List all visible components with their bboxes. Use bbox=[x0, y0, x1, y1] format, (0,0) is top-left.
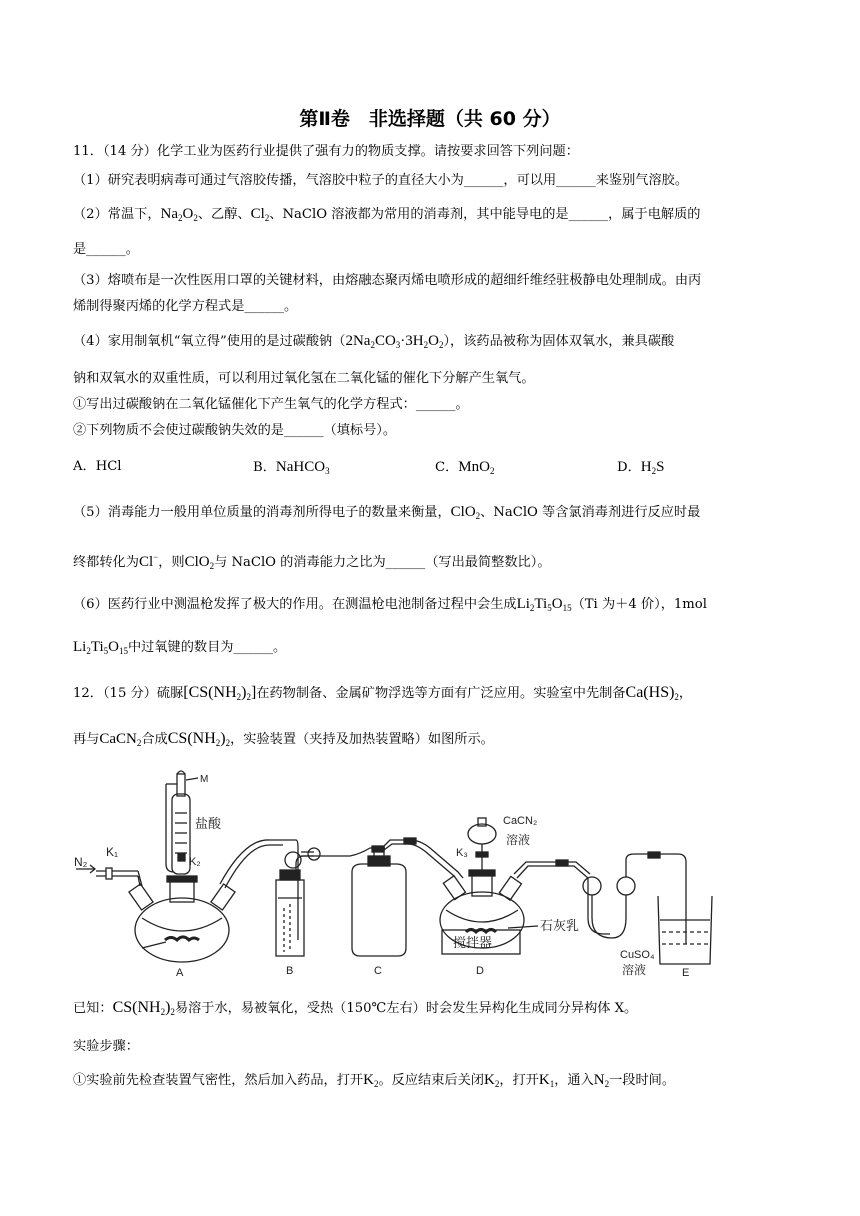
q11-part2-line1 bbox=[73, 204, 700, 228]
q11-p2-text-a: （2）常温下， bbox=[73, 207, 161, 222]
q11-part6-line2 bbox=[73, 637, 286, 661]
q11-part4-sub2: ②下列物质不会使过碳酸钠失效的是______（填标号）。 bbox=[73, 423, 397, 438]
bottle-b-stopper bbox=[280, 870, 300, 880]
q12-step1 bbox=[73, 1070, 675, 1094]
q11-part5-line1 bbox=[73, 502, 700, 526]
formula-cacn2: CaCN$_2$ bbox=[99, 731, 142, 748]
safety-bulb-right bbox=[617, 877, 635, 895]
tube-clamp-icon bbox=[648, 852, 660, 858]
q11-p2-text-b: 、乙醇、 bbox=[197, 207, 251, 222]
safety-bulb-left bbox=[583, 877, 601, 895]
q11-part6-line1 bbox=[73, 594, 707, 618]
formula-chloride: Cl− bbox=[138, 552, 159, 570]
q12-step1-a: ①实验前先检查装置气密性，然后加入药品，打开 bbox=[73, 1073, 364, 1088]
formula-thiourea-2: $CS(NH_2)_2$ bbox=[167, 730, 231, 748]
label-cacn2: CaCN₂ bbox=[503, 815, 538, 827]
q12-stem-line1 bbox=[73, 683, 692, 707]
q12-steps-title: 实验步骤： bbox=[73, 1039, 139, 1054]
option-d bbox=[617, 457, 664, 481]
fes-pointer bbox=[142, 942, 166, 948]
option-a: A．HCl bbox=[73, 459, 122, 474]
q11-p4-text-a: （4）家用制氧机“氧立得”使用的是过碳酸钠（ bbox=[73, 334, 346, 349]
q11-p5-text-d: ，则 bbox=[158, 555, 185, 570]
symbol-k2-2: $K_2$ bbox=[483, 1072, 500, 1089]
separatory-funnel bbox=[468, 824, 496, 844]
flask-a-liquid bbox=[142, 918, 222, 931]
formula-cl2: $Cl_2$ bbox=[250, 206, 270, 223]
flask-a-side-neck-right bbox=[211, 884, 235, 910]
q11-stem: 11．（14 分）化学工业为医药行业提供了强有力的物质支撑。请按要求回答下列问题： bbox=[73, 144, 579, 159]
symbol-k2: $K_2$ bbox=[363, 1072, 379, 1089]
label-k1: K₁ bbox=[106, 845, 119, 859]
q12-step1-d: ，通入 bbox=[554, 1073, 594, 1088]
formula-clo2: ClO$_2$ bbox=[450, 504, 481, 521]
option-d-letter: D． bbox=[617, 460, 641, 475]
label-a: A bbox=[176, 967, 184, 979]
q12-known bbox=[73, 998, 637, 1022]
bottle-c-stopper bbox=[368, 856, 390, 866]
q11-p6-text-a: （6）医药行业中测温枪发挥了极大的作用。在测温枪电池制备过程中会生成 bbox=[73, 597, 517, 612]
q11-p6-text-b: （Ti 为＋4 价），1mol bbox=[571, 597, 707, 612]
tube-a-b bbox=[220, 840, 285, 884]
label-limewater: 石灰乳 bbox=[540, 918, 580, 933]
formula-li2ti5o15-2: $Li_2Ti_5O_{15}$ bbox=[73, 639, 128, 656]
option-b-letter: B． bbox=[253, 460, 276, 475]
q11-part4-line1 bbox=[73, 331, 674, 355]
tube-clamp-icon bbox=[556, 860, 568, 866]
flask-d-side-neck-right bbox=[499, 876, 521, 900]
fes-solid bbox=[165, 937, 199, 940]
section-title: 第Ⅱ卷 非选择题（共 60 分） bbox=[299, 108, 561, 130]
flask-d-liquid bbox=[446, 910, 518, 922]
label-m: M bbox=[200, 774, 209, 785]
flask-a-stopper bbox=[167, 876, 197, 882]
formula-h2s: $H_2S$ bbox=[640, 459, 665, 476]
q11-part4-line2: 钠和双氧水的双重性质，可以利用过氧化氢在二氧化锰的催化下分解产生氧气。 bbox=[73, 371, 535, 386]
formula-nahco3: NaHCO$_3$ bbox=[275, 459, 330, 476]
q11-part3-line1: （3）熔喷布是一次性医用口罩的关键材料，由熔融态聚丙烯电喷形成的超细纤维经驻极静电处理制成。由丙 bbox=[73, 273, 702, 288]
label-b: B bbox=[286, 965, 294, 977]
q11-part4-sub1: ①写出过碳酸钠在二氧化锰催化下产生氧气的化学方程式：______。 bbox=[73, 397, 469, 412]
q11-p4-text-b: ），该药品被称为固体双氧水，兼具碳酸 bbox=[443, 334, 675, 349]
m-pointer bbox=[186, 778, 198, 780]
formula-percarbonate: $2Na_2CO_3\cdot 3H_2O_2$ bbox=[345, 333, 444, 350]
tube-a-b-inner bbox=[225, 845, 283, 888]
funnel-top-tube bbox=[177, 774, 185, 796]
valve-k1-icon bbox=[106, 868, 112, 879]
q11-part1: （1）研究表明病毒可通过气溶胶传播，气溶胶中粒子的直径大小为______，可以用______来鉴别气溶胶。 bbox=[73, 173, 689, 188]
flask-d-side-neck-left bbox=[443, 876, 465, 900]
label-c: C bbox=[374, 965, 382, 977]
formula-ca-hs-2: $Ca(HS)_2$ bbox=[625, 684, 679, 702]
apparatus-diagram bbox=[70, 768, 720, 980]
q11-part3-line2: 烯制得聚丙烯的化学方程式是______。 bbox=[73, 299, 298, 314]
u-tube bbox=[592, 895, 626, 938]
q11-p5-text-e: 与 NaClO 的消毒能力之比为______（写出最简整数比）。 bbox=[214, 555, 551, 570]
option-b bbox=[253, 457, 330, 481]
dropping-funnel bbox=[172, 794, 190, 874]
tube-clamp-icon bbox=[404, 838, 416, 844]
label-e: E bbox=[682, 967, 690, 979]
q12-text-f: ，实验装置（夹持及加热装置略）如图所示。 bbox=[230, 732, 494, 747]
tube-c-d bbox=[384, 840, 463, 878]
q12-stem-line2 bbox=[73, 729, 494, 753]
formula-thiourea-3: $CS(NH_2)_2$ bbox=[112, 999, 175, 1017]
label-n2: N₂ bbox=[74, 855, 88, 869]
q12-text-b: 在药物制备、金属矿物浮选等方面有广泛应用。实验室中先制备 bbox=[256, 686, 626, 701]
q12-text-e: 合成 bbox=[141, 732, 168, 747]
q11-p5-text-a: （5）消毒能力一般用单位质量的消毒剂所得电子的数量来衡量， bbox=[73, 505, 451, 520]
bottle-c bbox=[352, 864, 406, 956]
tube-joint-icon bbox=[308, 848, 320, 860]
q12-step1-b: 。反应结束后关闭 bbox=[378, 1073, 484, 1088]
option-c bbox=[435, 457, 494, 481]
q11-p5-text-b: 、NaClO 等含氯消毒剂进行反应时最 bbox=[480, 505, 701, 520]
label-k3: K₃ bbox=[456, 847, 468, 859]
label-cuso4-solution: 溶液 bbox=[622, 963, 647, 977]
symbol-k1: $K_1$ bbox=[538, 1072, 555, 1089]
label-stirrer: 搅拌器 bbox=[453, 935, 493, 950]
formula-clo2-2: ClO$_2$ bbox=[184, 554, 215, 571]
q12-known-text: 易溶于水，易被氧化，受热（150℃左右）时会发生异构化生成同分异构体 X。 bbox=[174, 1001, 638, 1016]
q12-step1-e: 一段时间。 bbox=[609, 1073, 676, 1088]
q11-part2-line2: 是______。 bbox=[73, 242, 139, 257]
label-d: D bbox=[476, 965, 484, 977]
tube-to-e bbox=[626, 854, 686, 944]
formula-li2ti5o15: $Li_2Ti_5O_{15}$ bbox=[516, 596, 572, 613]
label-k2: K₂ bbox=[189, 856, 201, 868]
q11-p6-text-c: 中过氧键的数目为______。 bbox=[128, 640, 287, 655]
formula-mno2: MnO$_2$ bbox=[458, 459, 495, 476]
flask-a bbox=[135, 898, 229, 962]
q12-known-prefix: 已知： bbox=[73, 1001, 113, 1016]
formula-na2o2: $Na_2O_2$ bbox=[160, 206, 198, 223]
q12-step1-c: ，打开 bbox=[499, 1073, 539, 1088]
q11-part5-line2 bbox=[73, 547, 551, 576]
q11-p5-text-c: 终都转化为 bbox=[73, 555, 139, 570]
q11-p2-text-c: 、NaClO 溶液都为常用的消毒剂，其中能导电的是______，属于电解质的 bbox=[269, 207, 701, 222]
q12-text-c: ， bbox=[678, 686, 693, 701]
flask-a-side-neck-left bbox=[129, 884, 153, 910]
formula-n2: $N_2$ bbox=[593, 1072, 610, 1089]
valve-k3-icon bbox=[476, 852, 488, 857]
formula-thiourea: $[CS(NH_2)_2]$ bbox=[183, 684, 257, 702]
q12-text-d: 再与 bbox=[73, 732, 100, 747]
label-hcl: 盐酸 bbox=[195, 816, 222, 831]
beaker-e bbox=[658, 896, 712, 964]
label-cacn2-solution: 溶液 bbox=[506, 833, 531, 847]
valve-k2-icon bbox=[178, 854, 185, 861]
q12-text-a: 12．（15 分）硫脲 bbox=[73, 686, 184, 701]
option-c-letter: C． bbox=[435, 460, 459, 475]
label-cuso4: CuSO₄ bbox=[620, 949, 655, 961]
